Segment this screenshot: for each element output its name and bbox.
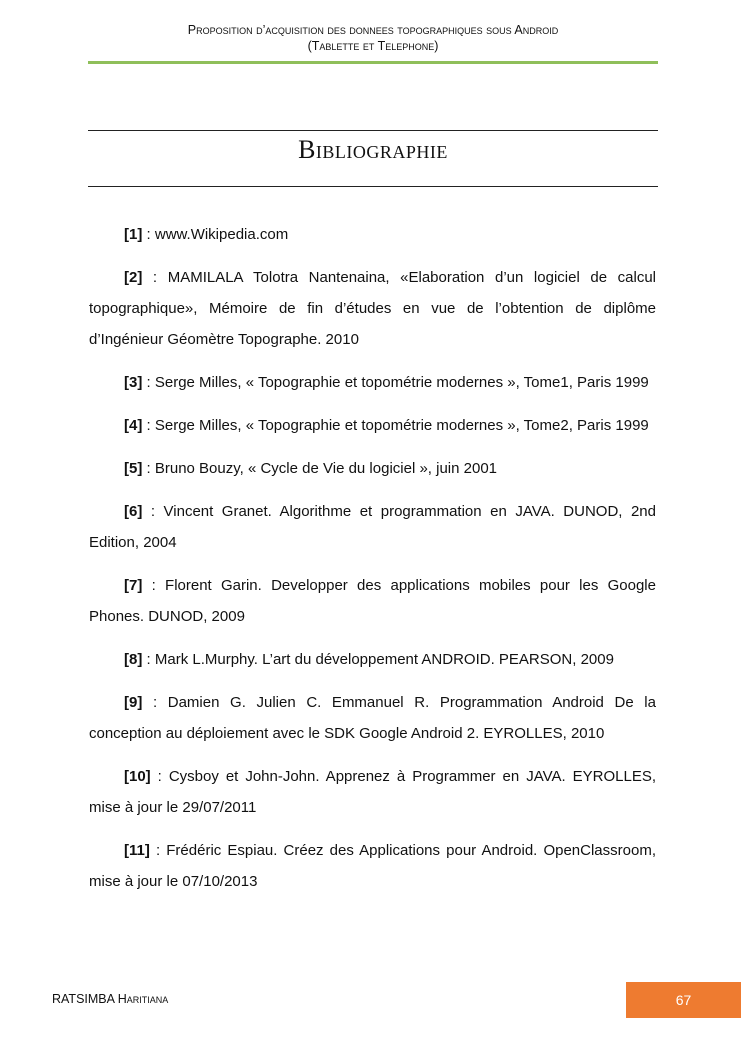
- reference-text: Vincent Granet. Algorithme et programmation en JAVA. DUNOD, 2nd Edition, 2004: [89, 503, 656, 551]
- reference-text: Cysboy et John-John. Apprenez à Programmer en JAVA. EYROLLES, mise à jour le 29/07/2011: [89, 768, 656, 816]
- reference-separator: :: [149, 842, 167, 859]
- header-title-line-2: (Tablette et Telephone): [307, 39, 439, 53]
- reference-text: MAMILALA Tolotra Nantenaina, «Elaboration d’un logiciel de calcul topographique», Mémoire de fin d’études en vue de l’obtention de diplôme d’Ingénieur Géomètre Topographe. 2010: [89, 269, 656, 348]
- reference-separator: :: [142, 694, 168, 711]
- reference-item: [89, 367, 656, 398]
- reference-separator: :: [150, 768, 169, 785]
- reference-text: Mark L.Murphy. L’art du développement ANDROID. PEARSON, 2009: [154, 651, 614, 668]
- bibliography-list: [89, 219, 656, 909]
- reference-separator: :: [142, 226, 155, 243]
- header-rule: [88, 61, 658, 64]
- reference-item: [89, 687, 656, 749]
- reference-number: [11]: [124, 842, 150, 859]
- page-title: Bibliographie: [298, 135, 448, 164]
- reference-item: [89, 410, 656, 441]
- reference-text: Frédéric Espiau. Créez des Applications pour Android. OpenClassroom, mise à jour le 07/10/2013: [89, 842, 656, 890]
- title-top-rule: [88, 130, 658, 131]
- reference-number: [3]: [124, 374, 143, 391]
- footer-author: RATSIMBA Haritiana: [52, 992, 169, 1006]
- title-bottom-rule: [88, 186, 658, 187]
- reference-separator: :: [142, 503, 164, 520]
- reference-separator: :: [142, 460, 155, 477]
- reference-item: [89, 496, 656, 558]
- reference-number: [4]: [124, 417, 143, 434]
- page-header: [88, 22, 658, 54]
- reference-separator: :: [142, 269, 168, 286]
- reference-text: www.Wikipedia.com: [154, 226, 289, 243]
- reference-item: [89, 262, 656, 355]
- reference-number: [9]: [124, 694, 143, 711]
- reference-number: [5]: [124, 460, 143, 477]
- reference-separator: :: [142, 374, 155, 391]
- reference-text: Serge Milles, « Topographie et topométrie modernes », Tome1, Paris 1999: [154, 374, 649, 391]
- reference-separator: :: [142, 651, 155, 668]
- reference-item: [89, 644, 656, 675]
- reference-separator: :: [142, 577, 166, 594]
- reference-text: Florent Garin. Developper des applications mobiles pour les Google Phones. DUNOD, 2009: [89, 577, 656, 625]
- reference-item: [89, 453, 656, 484]
- reference-item: [89, 761, 656, 823]
- reference-number: [8]: [124, 651, 143, 668]
- header-title-line-1: Proposition d’acquisition des donnees topographiques sous Android: [187, 23, 559, 37]
- reference-item: [89, 570, 656, 632]
- reference-number: [10]: [124, 768, 151, 785]
- reference-number: [7]: [124, 577, 143, 594]
- reference-text: Damien G. Julien C. Emmanuel R. Programmation Android De la conception au déploiement avec le SDK Google Android 2. EYROLLES, 2010: [89, 694, 656, 742]
- reference-text: Bruno Bouzy, « Cycle de Vie du logiciel », juin 2001: [154, 460, 498, 477]
- reference-number: [6]: [124, 503, 143, 520]
- reference-separator: :: [142, 417, 155, 434]
- reference-text: Serge Milles, « Topographie et topométrie modernes », Tome2, Paris 1999: [154, 417, 649, 434]
- reference-item: [89, 219, 656, 250]
- page-number: 67: [626, 982, 741, 1018]
- reference-number: [2]: [124, 269, 143, 286]
- reference-number: [1]: [124, 226, 143, 243]
- reference-item: [89, 835, 656, 897]
